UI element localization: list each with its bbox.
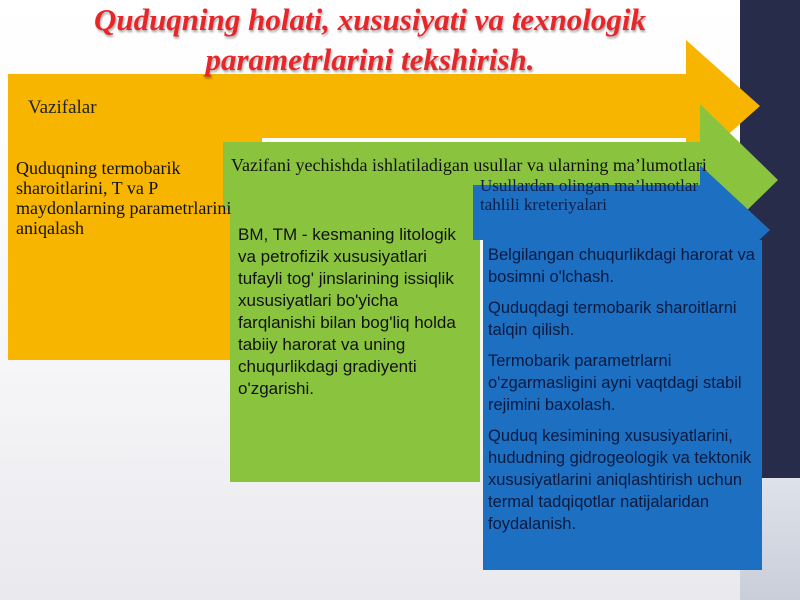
slide-title: Quduqning holati, xususiyati va texnologik parametrlarini tekshirish. (93, 2, 647, 77)
list-item: Termobarik parametrlarni o'zgarmasligini ayni vaqtdagi stabil rejimini baxolash. (488, 352, 742, 414)
blue-heading: Usullardan olingan ma’lumotlar tahlili kreteriyalari (480, 176, 699, 214)
list-item: Quduqdagi termobarik sharoitlarni talqin qilish. (488, 299, 737, 339)
yellow-body: Quduqning termobarik sharoitlarini, T va P maydonlarning parametrlarini aniqalash (16, 158, 232, 238)
green-heading: Vazifani yechishda ishlatiladigan usullar va ularning ma’lumotlari (231, 155, 707, 175)
list-item: Quduq kesimining xususiyatlarini, hududning gidrogeologik va tektonik xususiyatlarini aniqlashtirish uchun termal tadqiqotlar natijalaridan foydalanish. (488, 427, 752, 533)
blue-list (488, 244, 758, 544)
green-body: BM, TM - kesmaning litologik va petrofizik xususiyatlari tufayli tog' jinslarining issiqlik xususiyatlari bo'yicha farqlanishi bilan bog'liq holda tabiiy harorat va uning chuqurlikdagi gradiyenti o'zgarishi. (238, 225, 456, 398)
list-item: Belgilangan chuqurlikdagi harorat va bosimni o'lchash. (488, 246, 755, 286)
yellow-heading: Vazifalar (28, 97, 97, 118)
